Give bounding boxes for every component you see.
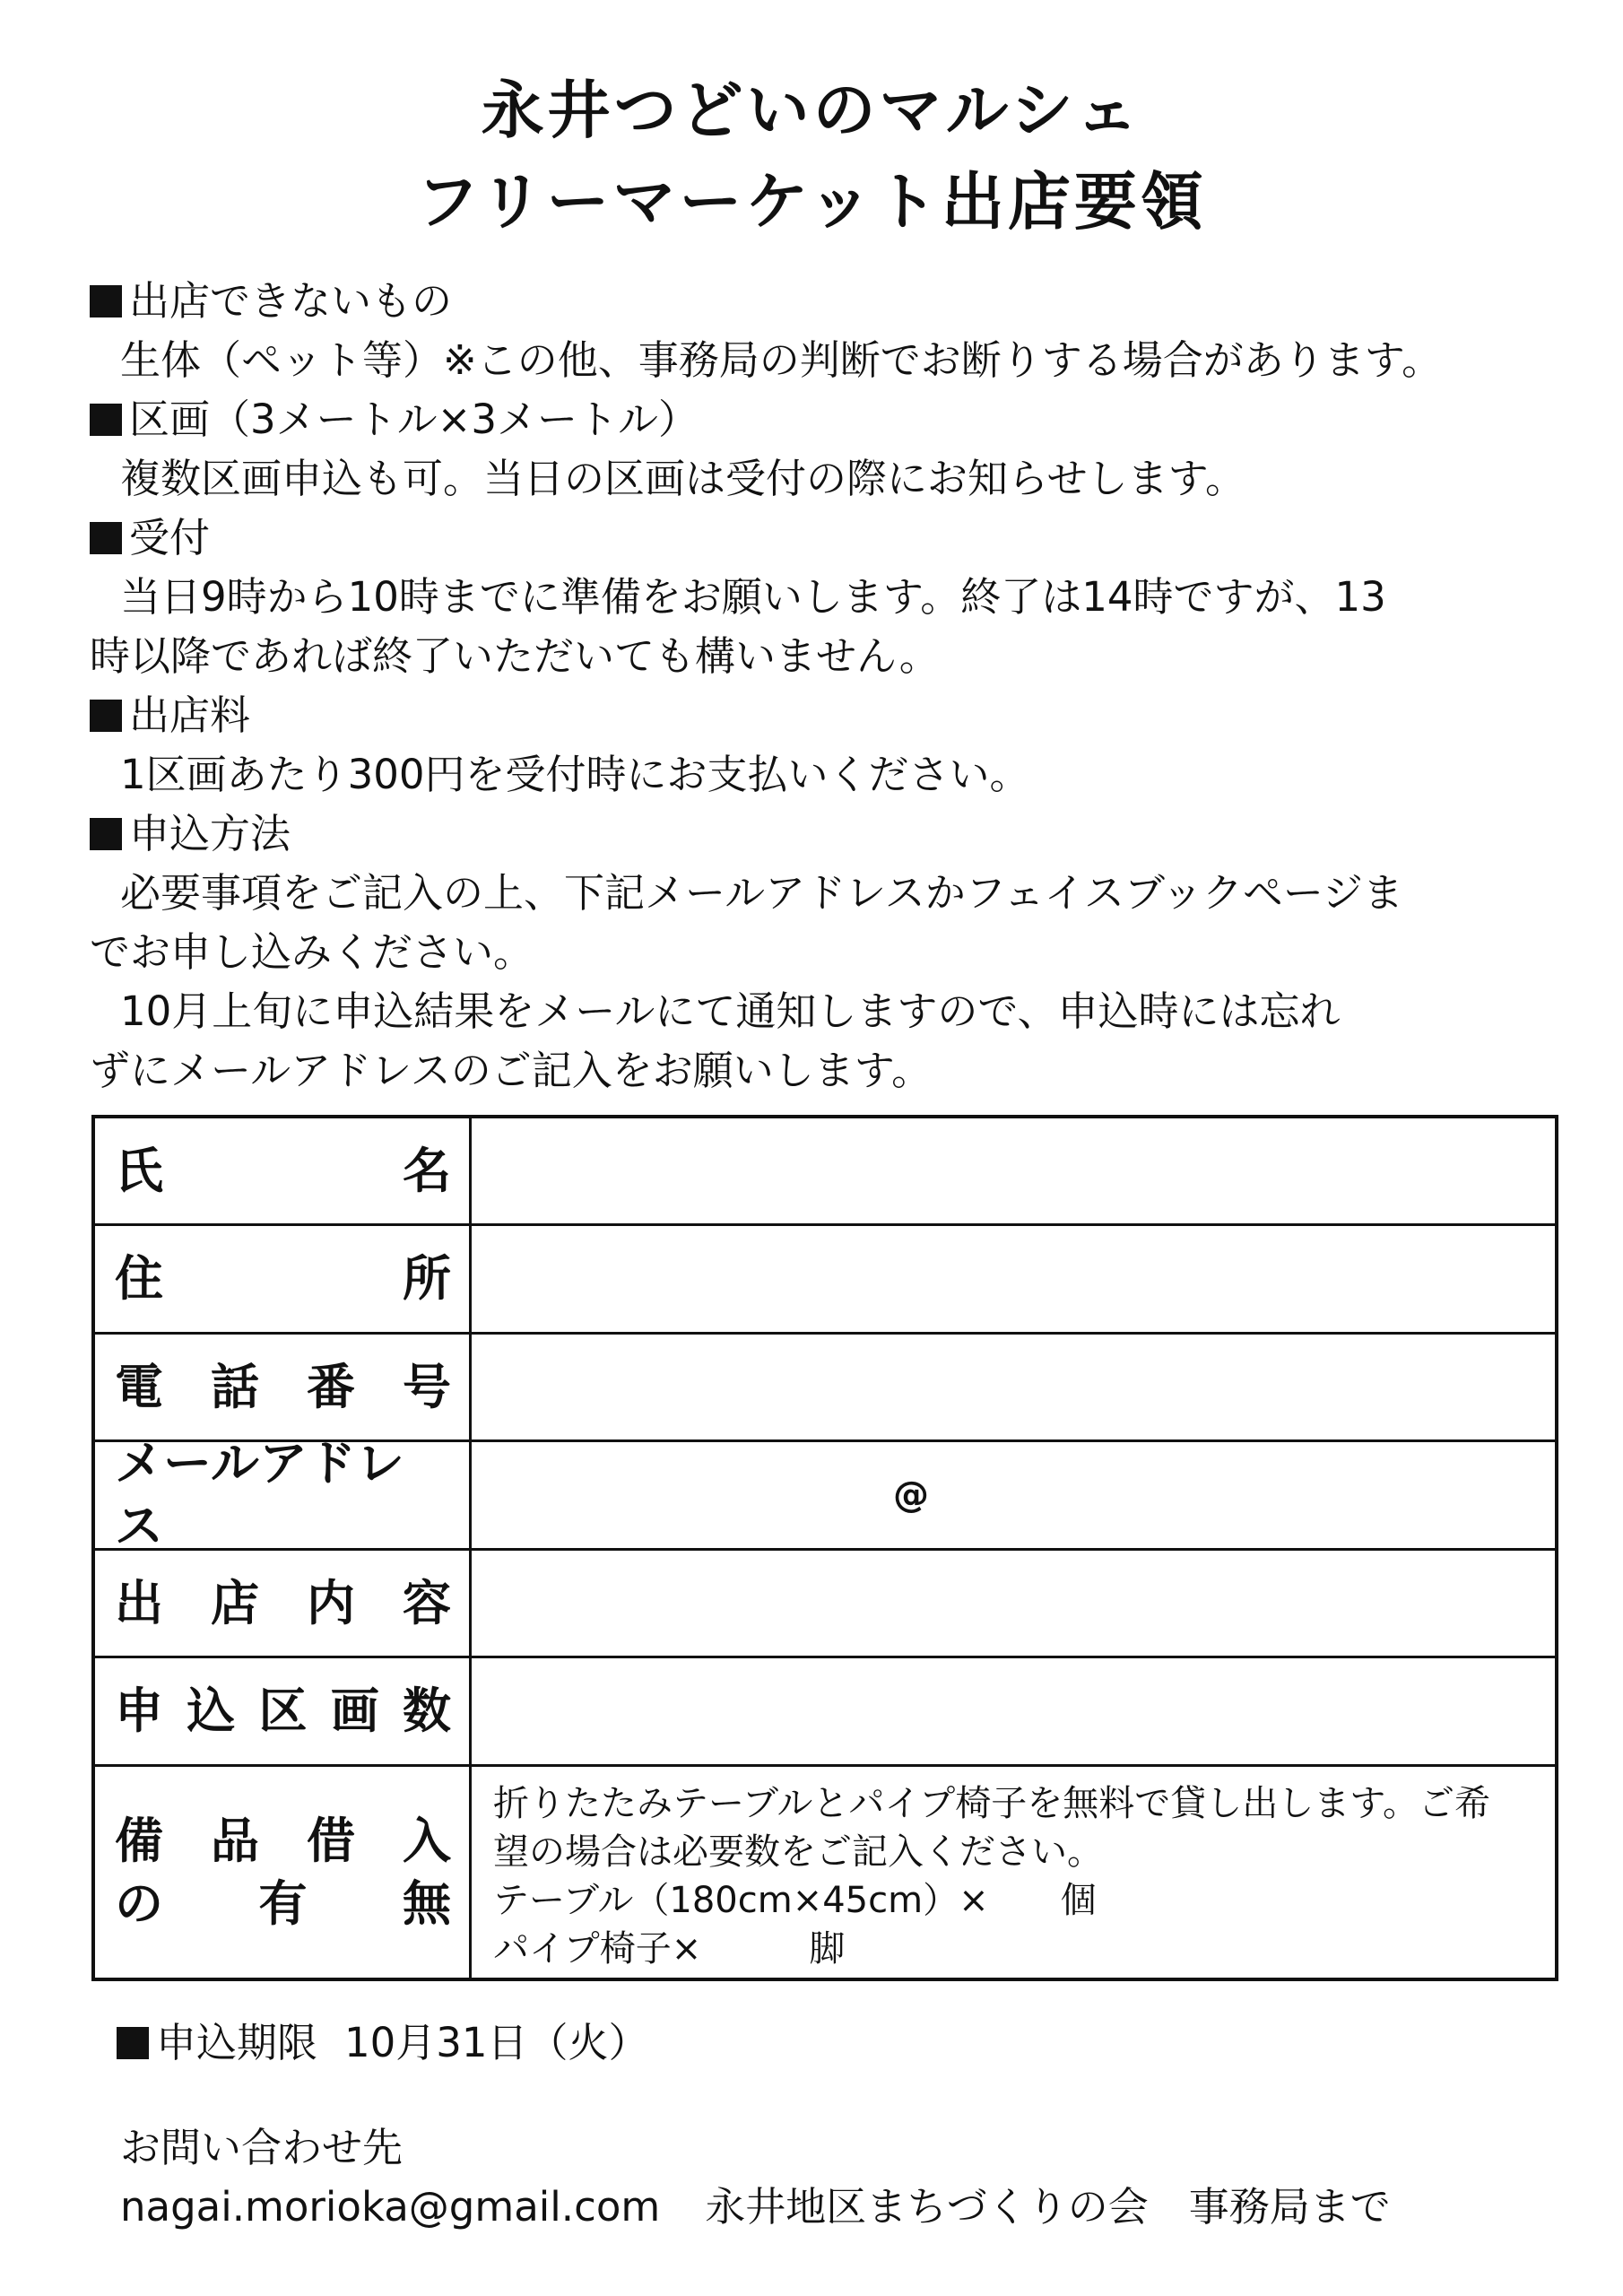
form-label-plots: 申 込 区 画 数 [95,1658,472,1764]
guidelines [90,272,1569,1100]
at-sign: @ [893,1474,929,1516]
form-row-plots [95,1658,1555,1767]
form-row-address [95,1226,1555,1335]
form-label-email: メールアドレス [95,1442,472,1548]
section-text: 当日9時から10時までに準備をお願いします。終了は14時ですが、13 [120,573,1386,621]
application-form [91,1115,1558,1981]
form-row-equipment [95,1767,1555,1978]
phone-field[interactable] [472,1335,1555,1439]
title-line-2: フリーマーケット出店要領 [416,165,1207,239]
square-bullet-icon [90,818,122,850]
contact-email-link[interactable]: nagai.morioka@gmail.com [120,2183,661,2231]
table-count-line: テーブル（180cm×45cm）× 個 [493,1880,1097,1921]
square-bullet-icon [90,404,122,436]
form-label-equipment: 備 品 借 入 の 有 無 [95,1767,472,1978]
form-row-email [95,1435,1555,1554]
square-bullet-icon [90,522,122,554]
form-label-content: 出 店 内 容 [95,1551,472,1656]
contact-office: 永井地区まちづくりの会 事務局まで [705,2183,1391,2231]
contact-heading: お問い合わせ先 [120,2124,404,2171]
address-field[interactable] [472,1226,1555,1332]
chair-count-line: パイプ椅子× 脚 [493,1928,846,1970]
form-label-address: 住 所 [95,1226,472,1332]
section-heading: 出店できないもの [90,272,1569,331]
square-bullet-icon [117,2027,149,2059]
form-row-phone [95,1335,1555,1442]
square-bullet-icon [90,285,122,317]
section-text: でお申し込みください。 [90,928,534,976]
form-row-name [95,1118,1555,1226]
section-heading: 申込方法 [90,804,1569,864]
content-field[interactable] [472,1551,1555,1656]
email-field[interactable] [472,1442,1555,1548]
form-label-phone: 電 話 番 号 [95,1335,472,1439]
section-text: 複数区画申込も可。当日の区画は受付の際にお知らせします。 [120,455,1246,502]
section-heading: 受付 [90,509,1569,568]
equipment-field[interactable] [472,1767,1555,1978]
form-row-content [95,1551,1555,1658]
deadline-label: 申込期限 [156,2019,318,2066]
section-text: 生体（ペット等）※この他、事務局の判断でお断りする場合があります。 [120,336,1443,384]
section-heading: 区画（3メートル×3メートル） [90,390,1569,449]
section-heading: 出店料 [90,686,1569,745]
section-text: 1区画あたり300円を受付時にお支払いください。 [120,751,1030,798]
plots-field[interactable] [472,1658,1555,1764]
deadline [117,2013,649,2073]
section-text: 必要事項をご記入の上、下記メールアドレスかフェイスブックページま [120,869,1404,917]
section-text: 10月上旬に申込結果をメールにて通知しますので、申込時には忘れ [120,987,1341,1035]
name-field[interactable] [472,1118,1555,1223]
equipment-notes: 折りたたみテーブルとパイプ椅子を無料で貸し出します。ご希 望の場合は必要数をご記入ください。 テーブル（180cm×45cm）× 個 パイプ椅子× 脚 [493,1779,1490,1973]
contact-info [120,2118,1391,2237]
section-text: 時以降であれば終了いただいても構いません。 [90,632,940,680]
section-text: ずにメールアドレスのご記入をお願いします。 [90,1047,933,1094]
deadline-date: 10月31日（火） [344,2019,649,2066]
square-bullet-icon [90,700,122,732]
title-line-1: 永井つどいのマルシェ [481,74,1142,147]
form-label-name: 氏 名 [95,1118,472,1223]
